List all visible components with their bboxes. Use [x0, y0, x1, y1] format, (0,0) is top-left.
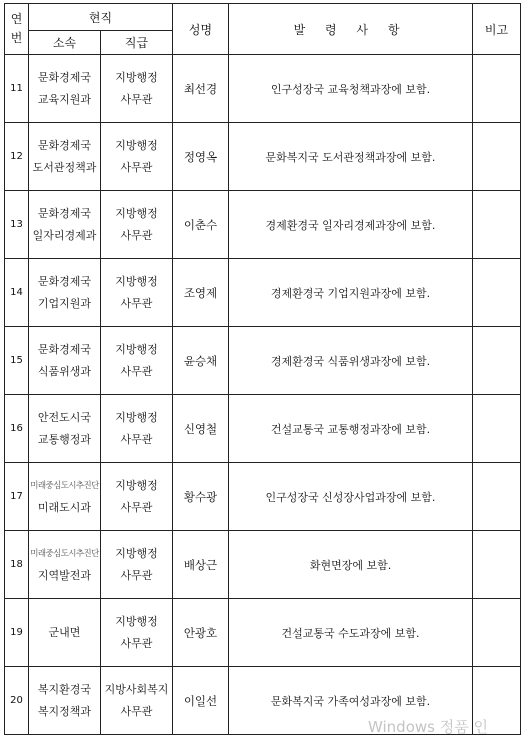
dept-line-1: 문화경제국 [37, 70, 92, 84]
serial-cell: 17 [5, 463, 29, 531]
rank-line-1: 지방행정 [115, 410, 158, 424]
dept-line-2: 지역발전과 [37, 568, 92, 582]
affiliation-cell [29, 55, 101, 123]
appointment-cell: 화현면장에 보함. [229, 531, 473, 599]
affiliation-cell [29, 259, 101, 327]
rank-cell [101, 327, 173, 395]
rank-line-2: 사무관 [120, 92, 153, 106]
rank-line-2: 사무관 [120, 568, 153, 582]
rank-cell [101, 463, 173, 531]
dept-line-2: 교육지원과 [37, 92, 92, 106]
rank-line-2: 사무관 [120, 228, 153, 242]
appointment-cell: 인구성장국 교육청책과장에 보함. [229, 55, 473, 123]
table-row [5, 327, 521, 395]
dept-line-2: 미래도시과 [37, 500, 92, 514]
table-row [5, 191, 521, 259]
appointment-cell: 경제환경국 기업지원과장에 보함. [229, 259, 473, 327]
appointment-cell: 문화복지국 가족여성과장에 보함. [229, 667, 473, 735]
affiliation-cell [29, 531, 101, 599]
header-affiliation: 소속 [29, 31, 101, 55]
rank-line-1: 지방행정 [115, 478, 158, 492]
personnel-order-table [4, 3, 521, 735]
name-cell: 황수광 [173, 463, 229, 531]
table-row [5, 463, 521, 531]
dept-line-2: 도서관정책과 [32, 160, 97, 174]
affiliation-cell [29, 599, 101, 667]
serial-cell: 20 [5, 667, 29, 735]
table-row [5, 123, 521, 191]
affiliation-cell [29, 395, 101, 463]
table-row [5, 599, 521, 667]
rank-cell [101, 395, 173, 463]
rank-line-2: 사무관 [120, 432, 153, 446]
remarks-cell [473, 123, 521, 191]
header-appointment: 발 령 사 항 [229, 4, 473, 55]
name-cell: 최선경 [173, 55, 229, 123]
rank-cell [101, 531, 173, 599]
rank-cell [101, 259, 173, 327]
dept-line-2: 식품위생과 [37, 364, 92, 378]
rank-line-1: 지방행정 [115, 614, 158, 628]
dept-line-1: 군내면 [48, 625, 81, 639]
rank-line-1: 지방사회복지 [104, 682, 169, 696]
rank-line-2: 사무관 [120, 500, 153, 514]
serial-cell: 11 [5, 55, 29, 123]
affiliation-cell [29, 123, 101, 191]
appointment-cell: 문화복지국 도서관정책과장에 보함. [229, 123, 473, 191]
serial-cell: 19 [5, 599, 29, 667]
rank-line-2: 사무관 [120, 704, 153, 718]
affiliation-cell [29, 667, 101, 735]
dept-line-2: 교통행정과 [37, 432, 92, 446]
dept-line-1: 문화경제국 [37, 206, 92, 220]
rank-cell [101, 191, 173, 259]
remarks-cell [473, 395, 521, 463]
rank-line-1: 지방행정 [115, 342, 158, 356]
dept-line-2: 기업지원과 [37, 296, 92, 310]
dept-line-1: 문화경제국 [37, 342, 92, 356]
header-current-post: 현직 [29, 4, 173, 31]
table-row [5, 55, 521, 123]
name-cell: 이춘수 [173, 191, 229, 259]
affiliation-cell [29, 327, 101, 395]
remarks-cell [473, 327, 521, 395]
affiliation-cell [29, 463, 101, 531]
rank-cell [101, 599, 173, 667]
header-serial-number: 연 번 [5, 4, 29, 55]
remarks-cell [473, 599, 521, 667]
dept-parent-label: 미래중심도시추진단 [30, 480, 99, 491]
serial-cell: 14 [5, 259, 29, 327]
name-cell: 정영옥 [173, 123, 229, 191]
dept-line-1: 안전도시국 [37, 410, 92, 424]
name-cell: 조영제 [173, 259, 229, 327]
header-name: 성명 [173, 4, 229, 55]
remarks-cell [473, 191, 521, 259]
remarks-cell [473, 463, 521, 531]
windows-activation-watermark: Windows 정품 인 [368, 718, 488, 736]
appointment-cell: 경제환경국 식품위생과장에 보함. [229, 327, 473, 395]
name-cell: 윤승채 [173, 327, 229, 395]
table-row [5, 531, 521, 599]
rank-cell [101, 123, 173, 191]
name-cell: 안광호 [173, 599, 229, 667]
rank-line-1: 지방행정 [115, 546, 158, 560]
rank-line-1: 지방행정 [115, 274, 158, 288]
table-row [5, 259, 521, 327]
appointment-cell: 건설교통국 수도과장에 보함. [229, 599, 473, 667]
appointment-cell: 인구성장국 신성장사업과장에 보함. [229, 463, 473, 531]
rank-cell [101, 667, 173, 735]
affiliation-cell [29, 191, 101, 259]
dept-parent-label: 미래중심도시추진단 [30, 548, 99, 559]
appointment-cell: 건설교통국 교통행정과장에 보함. [229, 395, 473, 463]
serial-cell: 18 [5, 531, 29, 599]
dept-line-2: 일자리경제과 [32, 228, 97, 242]
table-body [5, 55, 521, 735]
rank-line-1: 지방행정 [115, 206, 158, 220]
name-cell: 이일선 [173, 667, 229, 735]
rank-line-2: 사무관 [120, 296, 153, 310]
serial-cell: 12 [5, 123, 29, 191]
name-cell: 배상근 [173, 531, 229, 599]
appointment-cell: 경제환경국 일자리경제과장에 보함. [229, 191, 473, 259]
remarks-cell [473, 531, 521, 599]
serial-cell: 15 [5, 327, 29, 395]
dept-line-1: 복지환경국 [37, 682, 92, 696]
remarks-cell [473, 55, 521, 123]
rank-line-1: 지방행정 [115, 70, 158, 84]
name-cell: 신영철 [173, 395, 229, 463]
rank-line-2: 사무관 [120, 636, 153, 650]
serial-cell: 13 [5, 191, 29, 259]
table-row [5, 395, 521, 463]
remarks-cell [473, 259, 521, 327]
dept-line-1: 문화경제국 [37, 138, 92, 152]
rank-cell [101, 55, 173, 123]
dept-line-1: 문화경제국 [37, 274, 92, 288]
header-remarks: 비고 [473, 4, 521, 55]
header-rank: 직급 [101, 31, 173, 55]
rank-line-2: 사무관 [120, 364, 153, 378]
dept-line-2: 복지정책과 [37, 704, 92, 718]
serial-cell: 16 [5, 395, 29, 463]
rank-line-1: 지방행정 [115, 138, 158, 152]
rank-line-2: 사무관 [120, 160, 153, 174]
